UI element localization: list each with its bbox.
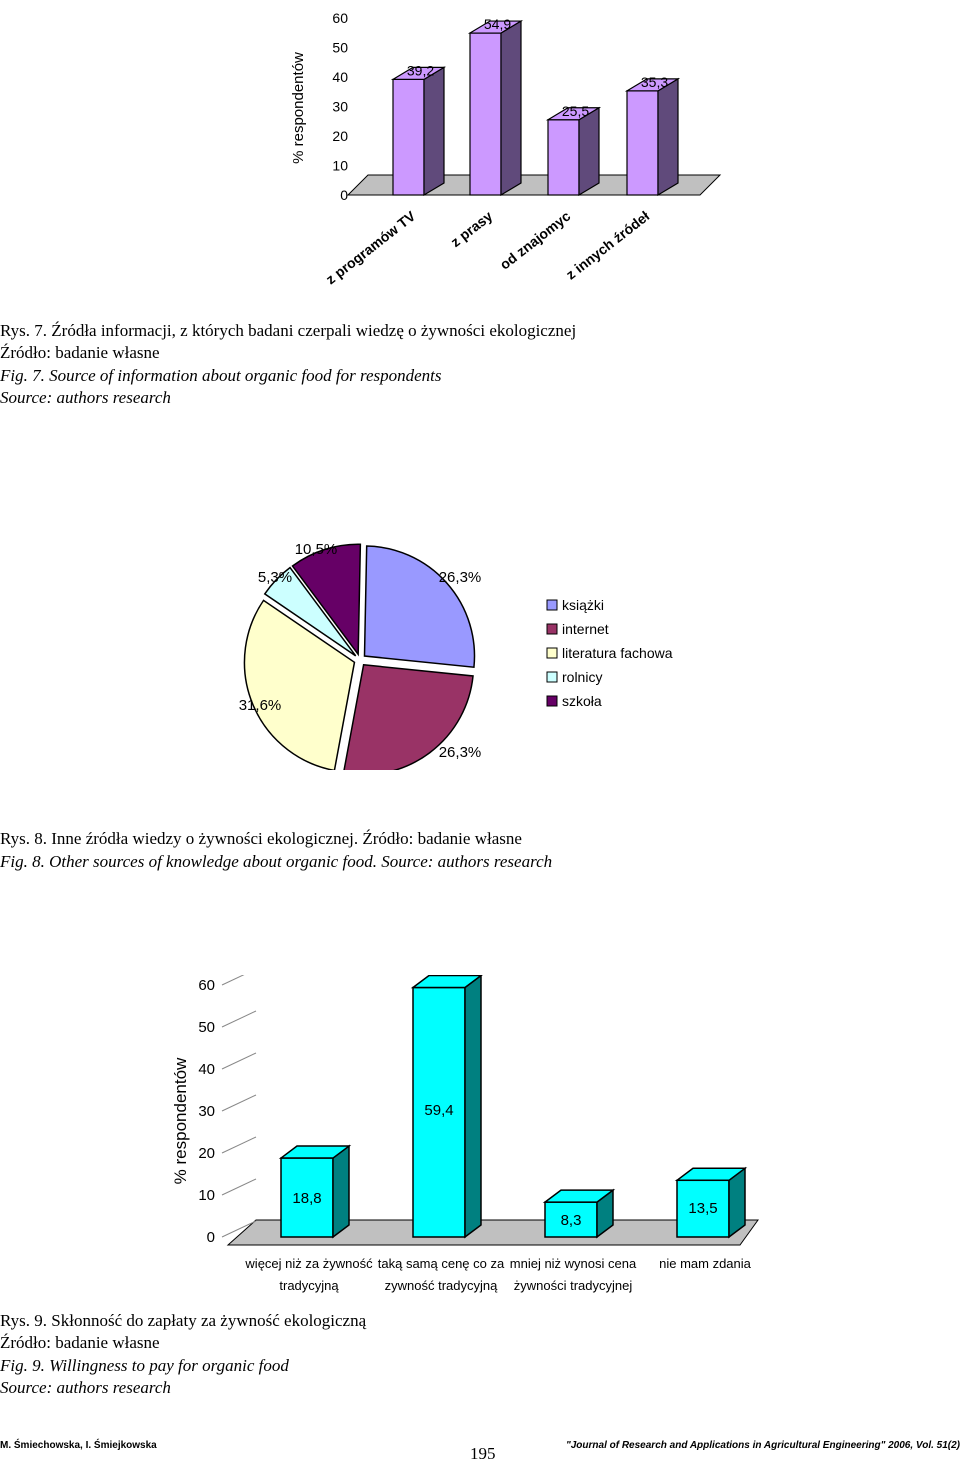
bar-side — [501, 21, 521, 195]
bar-front — [470, 33, 501, 195]
bar-side — [465, 976, 481, 1237]
figure-7-caption-en: Fig. 7. Source of information about organic food for respondents — [0, 366, 442, 385]
bar-value-label: 59,4 — [424, 1102, 454, 1119]
y-tick-label: 20 — [332, 128, 348, 144]
y-tick-label: 10 — [198, 1187, 215, 1204]
grid-line — [222, 1053, 256, 1069]
bar-value-label: 13,5 — [688, 1200, 718, 1217]
y-tick-label: 60 — [198, 977, 215, 994]
grid-line — [222, 1095, 256, 1111]
figure-7-source-pl: Źródło: badanie własne — [0, 343, 160, 362]
bar-value-label: 35,3 — [640, 73, 669, 90]
x-category-label: taką samą cenę co za — [377, 1256, 505, 1271]
figure-8-caption-pl: Rys. 8. Inne źródła wiedzy o żywności ekologicznej. Źródło: badanie własne — [0, 829, 522, 848]
legend-swatch — [547, 672, 557, 682]
bar-front — [548, 120, 579, 195]
bars — [281, 976, 745, 1237]
figure-9-source-pl: Źródło: badanie własne — [0, 1333, 160, 1352]
x-category-label: zywność tradycyjną — [384, 1278, 498, 1293]
y-tick-label: 60 — [332, 10, 348, 26]
figure-8-chart — [0, 530, 960, 770]
pie-slice-label: 31,6% — [238, 697, 282, 714]
grid-line — [222, 1179, 256, 1195]
grid-line — [222, 975, 256, 985]
legend-label: książki — [562, 597, 605, 613]
figure-8-caption-en: Fig. 8. Other sources of knowledge about organic food. Source: authors research — [0, 852, 553, 871]
y-tick-label: 30 — [198, 1103, 215, 1120]
legend-swatch — [547, 648, 557, 658]
bar-side — [424, 67, 444, 195]
y-tick-label: 20 — [198, 1145, 215, 1162]
y-tick-label: 50 — [332, 39, 348, 56]
y-tick-label: 40 — [332, 69, 348, 85]
y-tick-label: 30 — [332, 98, 348, 115]
x-category-label: nie mam zdania — [659, 1256, 751, 1271]
figure-9-chart — [0, 975, 960, 1305]
x-category-label: z innych źródeł — [562, 207, 653, 283]
legend-swatch — [547, 696, 557, 706]
legend-label: szkoła — [562, 693, 602, 709]
pie-slice-label: 5,3% — [257, 569, 293, 586]
x-category-label: żywności tradycyjnej — [513, 1278, 633, 1293]
bar-value-label: 25,5 — [561, 102, 590, 119]
bar-value-label: 54,9 — [483, 16, 512, 33]
x-category-label: tradycyjną — [279, 1278, 339, 1293]
page-number: 195 — [470, 1444, 496, 1463]
bar-side — [333, 1146, 349, 1237]
y-tick-label: 0 — [340, 187, 348, 203]
pie-slice — [364, 546, 474, 667]
figure-7-chart — [0, 0, 960, 310]
grid-line — [222, 1137, 256, 1153]
figure-9-caption-pl: Rys. 9. Skłonność do zapłaty za żywność ekologiczną — [0, 1311, 367, 1330]
y-axis-label: % respondentów — [171, 1057, 190, 1185]
bar-side — [579, 108, 599, 195]
y-axis — [198, 975, 256, 1246]
footer-journal: "Journal of Research and Applications in Agricultural Engineering" 2006, Vol. 51(2) — [565, 1440, 960, 1451]
figure-7-caption-pl: Rys. 7. Źródła informacji, z których badani czerpali wiedzę o żywności ekologicznej — [0, 321, 577, 340]
pie-slice-label: 26,3% — [438, 744, 482, 761]
bars — [393, 16, 678, 195]
y-axis-label: % respondentów — [290, 52, 307, 164]
figure-7-source-en: Source: authors research — [0, 388, 171, 407]
grid-line — [222, 1011, 256, 1027]
legend-swatch — [547, 600, 557, 610]
x-category-label: mniej niż wynosi cena — [509, 1256, 637, 1271]
footer-authors: M. Śmiechowska, I. Śmiejkowska — [0, 1440, 157, 1451]
legend-label: literatura fachowa — [562, 645, 673, 661]
x-category-label: więcej niż za żywność — [245, 1256, 373, 1271]
legend-swatch — [547, 624, 557, 634]
bar-value-label: 39,2 — [406, 62, 435, 79]
y-tick-label: 40 — [198, 1061, 215, 1078]
x-category-label: od znajomyc — [496, 207, 574, 273]
y-tick-label: 10 — [332, 157, 348, 174]
x-category-label: z prasy — [447, 207, 496, 251]
pie-slice-label: 10,5% — [294, 541, 338, 558]
bar-front — [393, 79, 424, 195]
bar-value-label: 18,8 — [292, 1190, 322, 1207]
legend-label: internet — [562, 621, 609, 637]
y-tick-label: 0 — [206, 1229, 215, 1246]
x-axis-categories — [323, 207, 653, 287]
y-tick-label: 50 — [198, 1019, 215, 1036]
y-axis — [332, 10, 348, 203]
figure-9-caption-en: Fig. 9. Willingness to pay for organic food — [0, 1356, 289, 1375]
bar-value-label: 8,3 — [560, 1212, 582, 1229]
x-axis-categories — [244, 1256, 751, 1293]
legend-label: rolnicy — [562, 669, 603, 685]
pie-slice-label: 26,3% — [438, 569, 482, 586]
x-category-label: z programów TV — [322, 207, 419, 288]
bar-front — [627, 91, 658, 195]
pie-legend — [547, 597, 673, 709]
figure-9-source-en: Source: authors research — [0, 1378, 171, 1397]
bar-side — [658, 79, 678, 195]
